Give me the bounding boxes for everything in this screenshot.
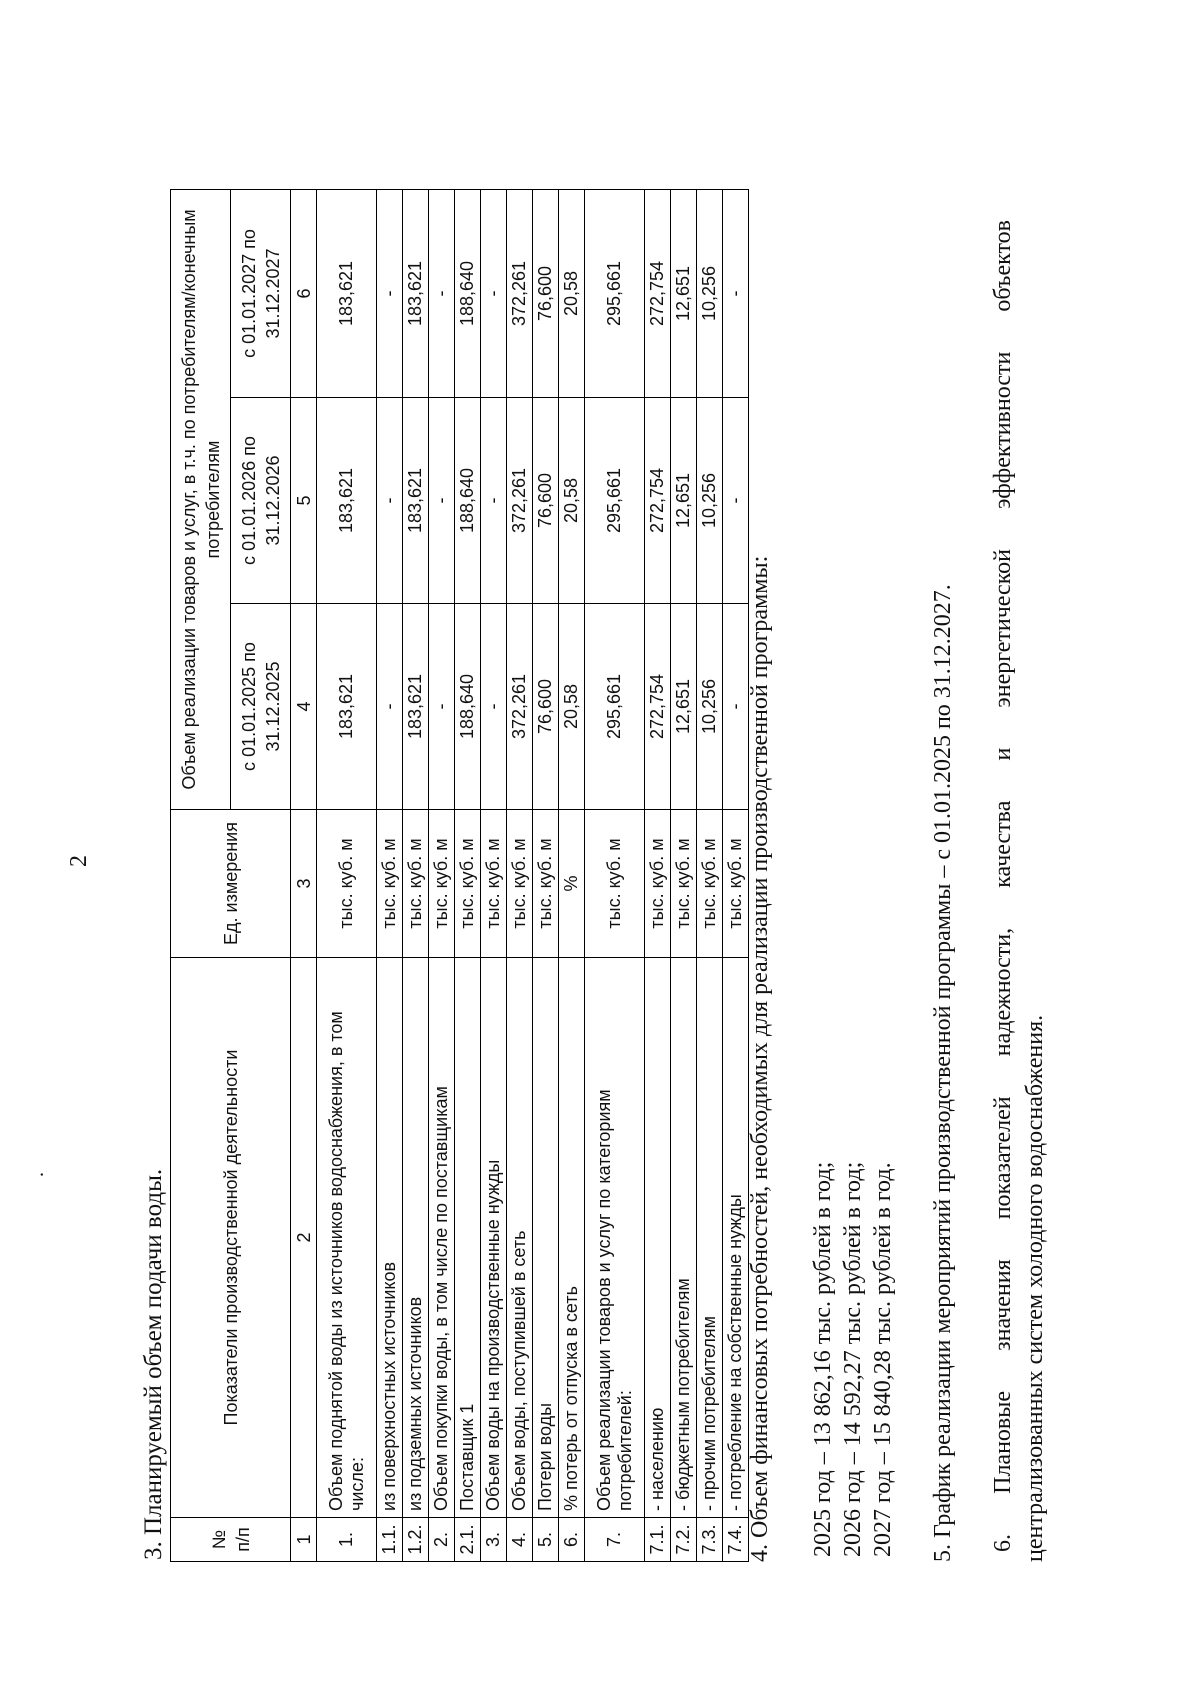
row-value-2026: 272,754 <box>645 398 671 604</box>
header-unit: Ед. измерения <box>171 810 291 958</box>
col-number: 5 <box>291 398 317 604</box>
section-6-word: эффективности <box>990 351 1016 509</box>
row-value-2026: 372,261 <box>507 398 533 604</box>
section-3-title: 3. Планируемый объем подачи воды. <box>140 1168 167 1560</box>
row-value-2025: - <box>429 604 455 810</box>
row-value-2027: 183,621 <box>317 189 377 397</box>
row-value-2026: 183,621 <box>317 398 377 604</box>
row-value-2027: 183,621 <box>403 189 429 397</box>
table-row <box>671 189 697 1561</box>
finance-2027: 2027 год – 15 840,28 тыс. рублей в год. <box>870 1162 896 1557</box>
row-label: Потери воды <box>533 958 559 1518</box>
section-6-word: энергетической <box>990 549 1016 708</box>
row-value-2027: 188,640 <box>455 189 481 397</box>
row-value-2027: 295,661 <box>585 189 645 397</box>
row-value-2027: - <box>429 189 455 397</box>
row-num: 2.1. <box>455 1518 481 1562</box>
table-row <box>377 189 403 1561</box>
table-row <box>723 189 749 1561</box>
row-value-2027: 20,58 <box>559 189 585 397</box>
row-label: Объем покупки воды, в том числе по поставщикам <box>429 958 455 1518</box>
row-unit: тыс. куб. м <box>723 810 749 958</box>
row-label: - прочим потребителям <box>697 958 723 1518</box>
water-supply-table <box>170 189 749 1562</box>
row-value-2025: - <box>481 604 507 810</box>
row-value-2025: 12,651 <box>671 604 697 810</box>
row-unit: тыс. куб. м <box>645 810 671 958</box>
section-6-word: качества <box>990 800 1016 888</box>
col-number: 3 <box>291 810 317 958</box>
header-period-2025: с 01.01.2025 по 31.12.2025 <box>231 604 291 810</box>
row-num: 1.1. <box>377 1518 403 1562</box>
row-num: 7.2. <box>671 1518 697 1562</box>
table-row <box>533 189 559 1561</box>
header-indicator: Показатели производственной деятельности <box>171 958 291 1518</box>
col-number: 6 <box>291 189 317 397</box>
row-value-2027: 272,754 <box>645 189 671 397</box>
row-value-2026: 76,600 <box>533 398 559 604</box>
table-row <box>403 189 429 1561</box>
row-num: 4. <box>507 1518 533 1562</box>
row-label: из подземных источников <box>403 958 429 1518</box>
row-num: 7.4. <box>723 1518 749 1562</box>
row-label: - потребление на собственные нужды <box>723 958 749 1518</box>
row-value-2026: - <box>723 398 749 604</box>
col-number: 1 <box>291 1518 317 1562</box>
page-number: 2 <box>66 855 92 867</box>
header-period-2027: с 01.01.2027 по 31.12.2027 <box>231 189 291 397</box>
row-num: 7. <box>585 1518 645 1562</box>
table-row <box>697 189 723 1561</box>
row-value-2025: 183,621 <box>317 604 377 810</box>
row-value-2027: 10,256 <box>697 189 723 397</box>
row-value-2027: - <box>377 189 403 397</box>
row-label: % потерь от отпуска в сеть <box>559 958 585 1518</box>
row-num: 1. <box>317 1518 377 1562</box>
row-value-2026: 10,256 <box>697 398 723 604</box>
row-value-2027: 76,600 <box>533 189 559 397</box>
row-unit: тыс. куб. м <box>481 810 507 958</box>
row-label: Объем воды, поступившей в сеть <box>507 958 533 1518</box>
row-value-2025: 20,58 <box>559 604 585 810</box>
row-label: Объем реализации товаров и услуг по категориям потребителей: <box>585 958 645 1518</box>
row-unit: тыс. куб. м <box>377 810 403 958</box>
table-row <box>559 189 585 1561</box>
row-label: Объем воды на производственные нужды <box>481 958 507 1518</box>
row-value-2025: 188,640 <box>455 604 481 810</box>
section-6-line-1 <box>990 220 1017 1552</box>
row-num: 3. <box>481 1518 507 1562</box>
section-6-word: показателей <box>990 1096 1016 1220</box>
row-value-2026: 188,640 <box>455 398 481 604</box>
section-6-word: Плановые <box>990 1390 1016 1494</box>
table-row <box>481 189 507 1561</box>
row-value-2026: - <box>377 398 403 604</box>
row-value-2025: - <box>377 604 403 810</box>
row-unit: тыс. куб. м <box>455 810 481 958</box>
row-label: из поверхностных источников <box>377 958 403 1518</box>
row-value-2025: 183,621 <box>403 604 429 810</box>
table-row <box>317 189 377 1561</box>
row-unit: тыс. куб. м <box>507 810 533 958</box>
row-value-2025: 295,661 <box>585 604 645 810</box>
finance-2025: 2025 год – 13 862,16 тыс. рублей в год; <box>810 1161 836 1557</box>
col-number: 2 <box>291 958 317 1518</box>
row-label: - бюджетным потребителям <box>671 958 697 1518</box>
row-value-2026: 183,621 <box>403 398 429 604</box>
row-value-2025: 372,261 <box>507 604 533 810</box>
row-value-2026: 20,58 <box>559 398 585 604</box>
header-num: № п/п <box>171 1518 291 1562</box>
finance-2026: 2026 год – 14 592,27 тыс. рублей в год; <box>840 1161 866 1557</box>
header-group: Объем реализации товаров и услуг, в т.ч. по потребителям/конечным потребителям <box>171 189 231 809</box>
row-value-2026: 295,661 <box>585 398 645 604</box>
row-value-2027: - <box>723 189 749 397</box>
row-num: 2. <box>429 1518 455 1562</box>
row-unit: тыс. куб. м <box>403 810 429 958</box>
row-unit: % <box>559 810 585 958</box>
table-row <box>645 189 671 1561</box>
row-value-2026: 12,651 <box>671 398 697 604</box>
row-unit: тыс. куб. м <box>317 810 377 958</box>
row-num: 7.3. <box>697 1518 723 1562</box>
row-value-2027: 12,651 <box>671 189 697 397</box>
table-row <box>507 189 533 1561</box>
row-unit: тыс. куб. м <box>533 810 559 958</box>
row-num: 5. <box>533 1518 559 1562</box>
section-6-word: и <box>990 747 1016 761</box>
row-value-2027: - <box>481 189 507 397</box>
row-unit: тыс. куб. м <box>585 810 645 958</box>
section-6-word: объектов <box>990 220 1016 312</box>
section-5-text: 5. График реализации мероприятий производственной программы – с 01.01.2025 по 31.12.2027. <box>930 584 956 1562</box>
row-value-2025: 76,600 <box>533 604 559 810</box>
section-4-title: 4. Объем финансовых потребностей, необходимых для реализации производственной программы: <box>747 555 773 1562</box>
row-num: 1.2. <box>403 1518 429 1562</box>
section-6-word: 6. <box>990 1534 1016 1552</box>
row-num: 7.1. <box>645 1518 671 1562</box>
header-period-2026: с 01.01.2026 по 31.12.2026 <box>231 398 291 604</box>
row-num: 6. <box>559 1518 585 1562</box>
table-row <box>455 189 481 1561</box>
row-value-2025: - <box>723 604 749 810</box>
table-row <box>429 189 455 1561</box>
row-label: Поставщик 1 <box>455 958 481 1518</box>
row-value-2025: 272,754 <box>645 604 671 810</box>
row-value-2027: 372,261 <box>507 189 533 397</box>
section-6-word: надежности, <box>990 927 1016 1057</box>
row-value-2026: - <box>481 398 507 604</box>
stray-mark: . <box>26 1172 48 1177</box>
section-6-line-2: централизованных систем холодного водоснабжения. <box>1022 1014 1048 1562</box>
table-row <box>585 189 645 1561</box>
row-unit: тыс. куб. м <box>429 810 455 958</box>
section-6-word: значения <box>990 1259 1016 1351</box>
row-value-2025: 10,256 <box>697 604 723 810</box>
row-unit: тыс. куб. м <box>697 810 723 958</box>
row-label: Объем поднятой воды из источников водоснабжения, в том числе: <box>317 958 377 1518</box>
row-label: - населению <box>645 958 671 1518</box>
row-unit: тыс. куб. м <box>671 810 697 958</box>
col-number: 4 <box>291 604 317 810</box>
row-value-2026: - <box>429 398 455 604</box>
